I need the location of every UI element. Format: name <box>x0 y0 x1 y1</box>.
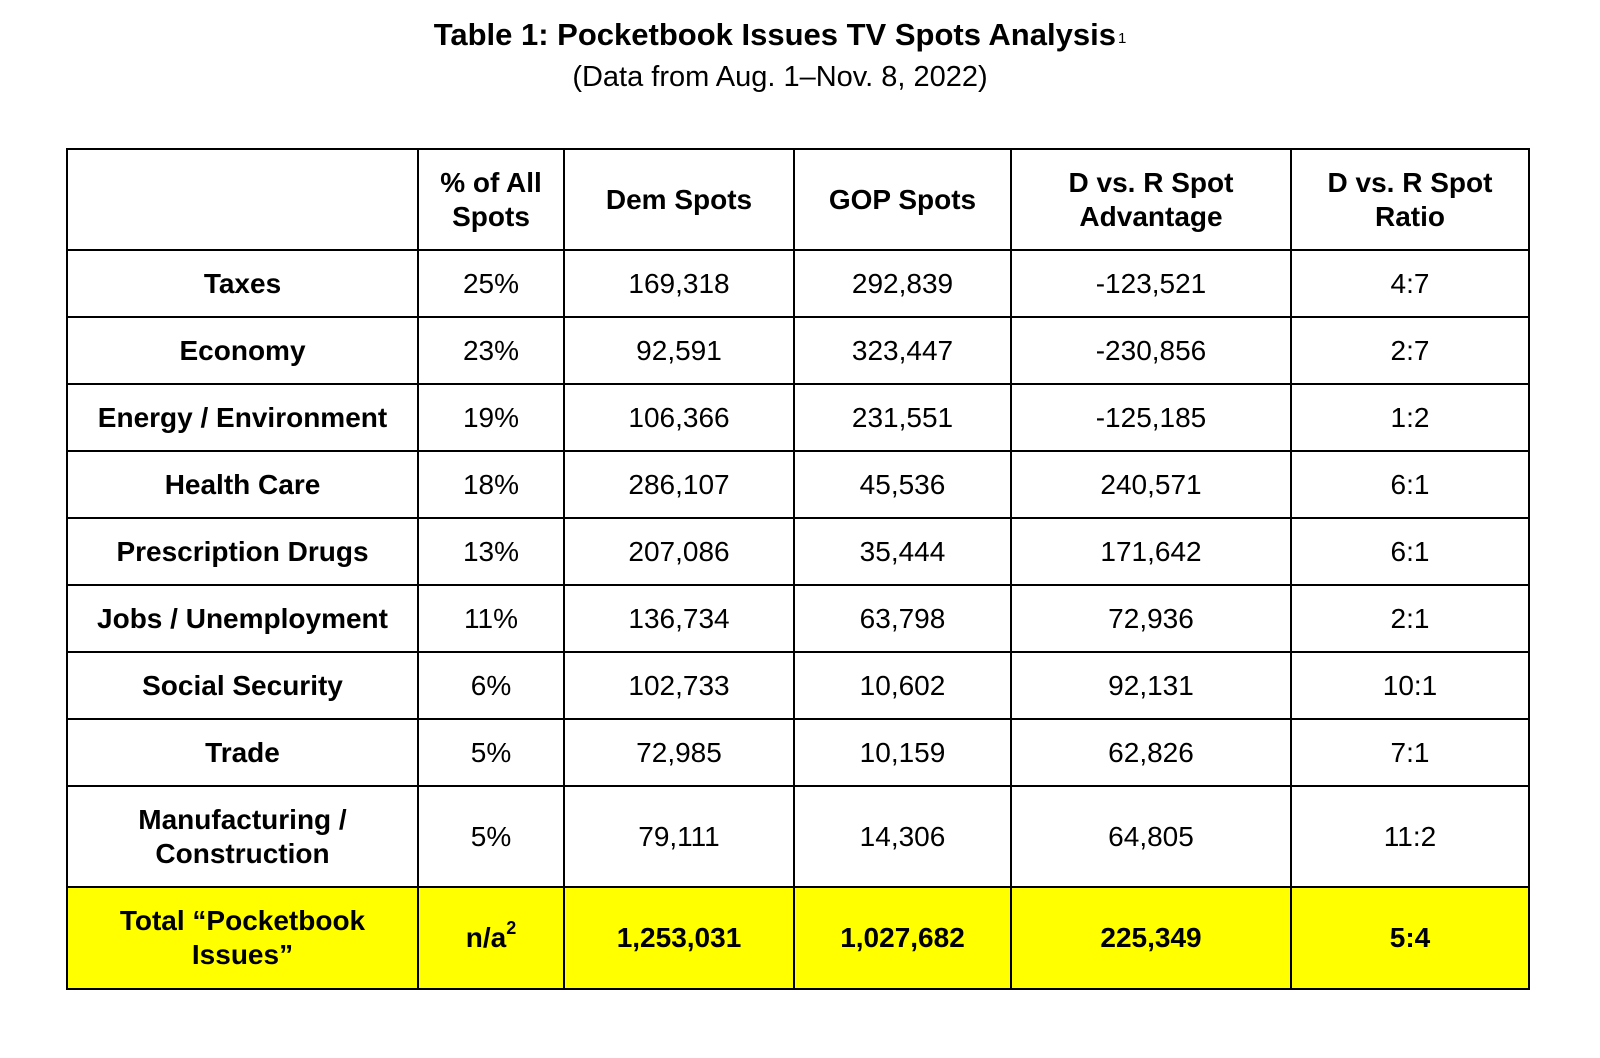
issue-cell: Manufacturing / Construction <box>67 786 418 887</box>
pct-cell: 18% <box>418 451 564 518</box>
total-dem-cell: 1,253,031 <box>564 887 794 989</box>
table-row <box>67 786 1529 887</box>
issue-cell: Economy <box>67 317 418 384</box>
pct-footnote-marker: 2 <box>506 918 517 938</box>
header-ratio: D vs. R Spot Ratio <box>1291 149 1529 250</box>
dem-cell: 102,733 <box>564 652 794 719</box>
ratio-cell: 2:7 <box>1291 317 1529 384</box>
header-gop: GOP Spots <box>794 149 1011 250</box>
table-row <box>67 585 1529 652</box>
header-pct: % of All Spots <box>418 149 564 250</box>
ratio-cell: 7:1 <box>1291 719 1529 786</box>
table-subtitle: (Data from Aug. 1–Nov. 8, 2022) <box>572 61 988 93</box>
total-gop-cell: 1,027,682 <box>794 887 1011 989</box>
issue-cell: Jobs / Unemployment <box>67 585 418 652</box>
table-row <box>67 317 1529 384</box>
total-row <box>67 887 1529 989</box>
issue-cell: Taxes <box>67 250 418 317</box>
dem-cell: 72,985 <box>564 719 794 786</box>
ratio-cell: 6:1 <box>1291 518 1529 585</box>
gop-cell: 231,551 <box>794 384 1011 451</box>
table-row <box>67 451 1529 518</box>
issue-cell: Prescription Drugs <box>67 518 418 585</box>
table-row <box>67 250 1529 317</box>
total-issue-cell: Total “Pocketbook Issues” <box>67 887 418 989</box>
table-row <box>67 518 1529 585</box>
table-row <box>67 384 1529 451</box>
pct-cell: 11% <box>418 585 564 652</box>
header-row <box>67 149 1529 250</box>
title-footnote-marker: 1 <box>1117 30 1127 47</box>
advantage-cell: -230,856 <box>1011 317 1291 384</box>
dem-cell: 169,318 <box>564 250 794 317</box>
pct-cell: 5% <box>418 719 564 786</box>
table-row <box>67 652 1529 719</box>
ratio-cell: 11:2 <box>1291 786 1529 887</box>
advantage-cell: -123,521 <box>1011 250 1291 317</box>
pct-cell: 19% <box>418 384 564 451</box>
ratio-cell: 2:1 <box>1291 585 1529 652</box>
gop-cell: 10,602 <box>794 652 1011 719</box>
gop-cell: 323,447 <box>794 317 1011 384</box>
total-pct-value: n/a <box>465 922 507 953</box>
gop-cell: 292,839 <box>794 250 1011 317</box>
pct-cell: 13% <box>418 518 564 585</box>
advantage-cell: 72,936 <box>1011 585 1291 652</box>
table-row <box>67 719 1529 786</box>
ratio-cell: 6:1 <box>1291 451 1529 518</box>
dem-cell: 207,086 <box>564 518 794 585</box>
advantage-cell: -125,185 <box>1011 384 1291 451</box>
issue-cell: Trade <box>67 719 418 786</box>
dem-cell: 79,111 <box>564 786 794 887</box>
dem-cell: 106,366 <box>564 384 794 451</box>
pct-cell: 5% <box>418 786 564 887</box>
advantage-cell: 62,826 <box>1011 719 1291 786</box>
pct-cell: 25% <box>418 250 564 317</box>
advantage-cell: 240,571 <box>1011 451 1291 518</box>
total-pct-cell <box>418 887 564 989</box>
gop-cell: 35,444 <box>794 518 1011 585</box>
pct-cell: 23% <box>418 317 564 384</box>
pct-cell: 6% <box>418 652 564 719</box>
total-ratio-cell: 5:4 <box>1291 887 1529 989</box>
gop-cell: 10,159 <box>794 719 1011 786</box>
dem-cell: 136,734 <box>564 585 794 652</box>
ratio-cell: 4:7 <box>1291 250 1529 317</box>
advantage-cell: 92,131 <box>1011 652 1291 719</box>
header-advantage: D vs. R Spot Advantage <box>1011 149 1291 250</box>
table-title <box>0 14 1560 56</box>
header-issue <box>67 149 418 250</box>
gop-cell: 14,306 <box>794 786 1011 887</box>
issue-cell: Social Security <box>67 652 418 719</box>
issue-cell: Health Care <box>67 451 418 518</box>
advantage-cell: 64,805 <box>1011 786 1291 887</box>
advantage-cell: 171,642 <box>1011 518 1291 585</box>
issue-cell: Energy / Environment <box>67 384 418 451</box>
pocketbook-issues-table <box>66 148 1530 990</box>
dem-cell: 286,107 <box>564 451 794 518</box>
table-title-text: Table 1: Pocketbook Issues TV Spots Analysis <box>433 17 1116 52</box>
ratio-cell: 1:2 <box>1291 384 1529 451</box>
gop-cell: 45,536 <box>794 451 1011 518</box>
ratio-cell: 10:1 <box>1291 652 1529 719</box>
total-advantage-cell: 225,349 <box>1011 887 1291 989</box>
header-dem: Dem Spots <box>564 149 794 250</box>
dem-cell: 92,591 <box>564 317 794 384</box>
title-block <box>0 14 1560 98</box>
gop-cell: 63,798 <box>794 585 1011 652</box>
